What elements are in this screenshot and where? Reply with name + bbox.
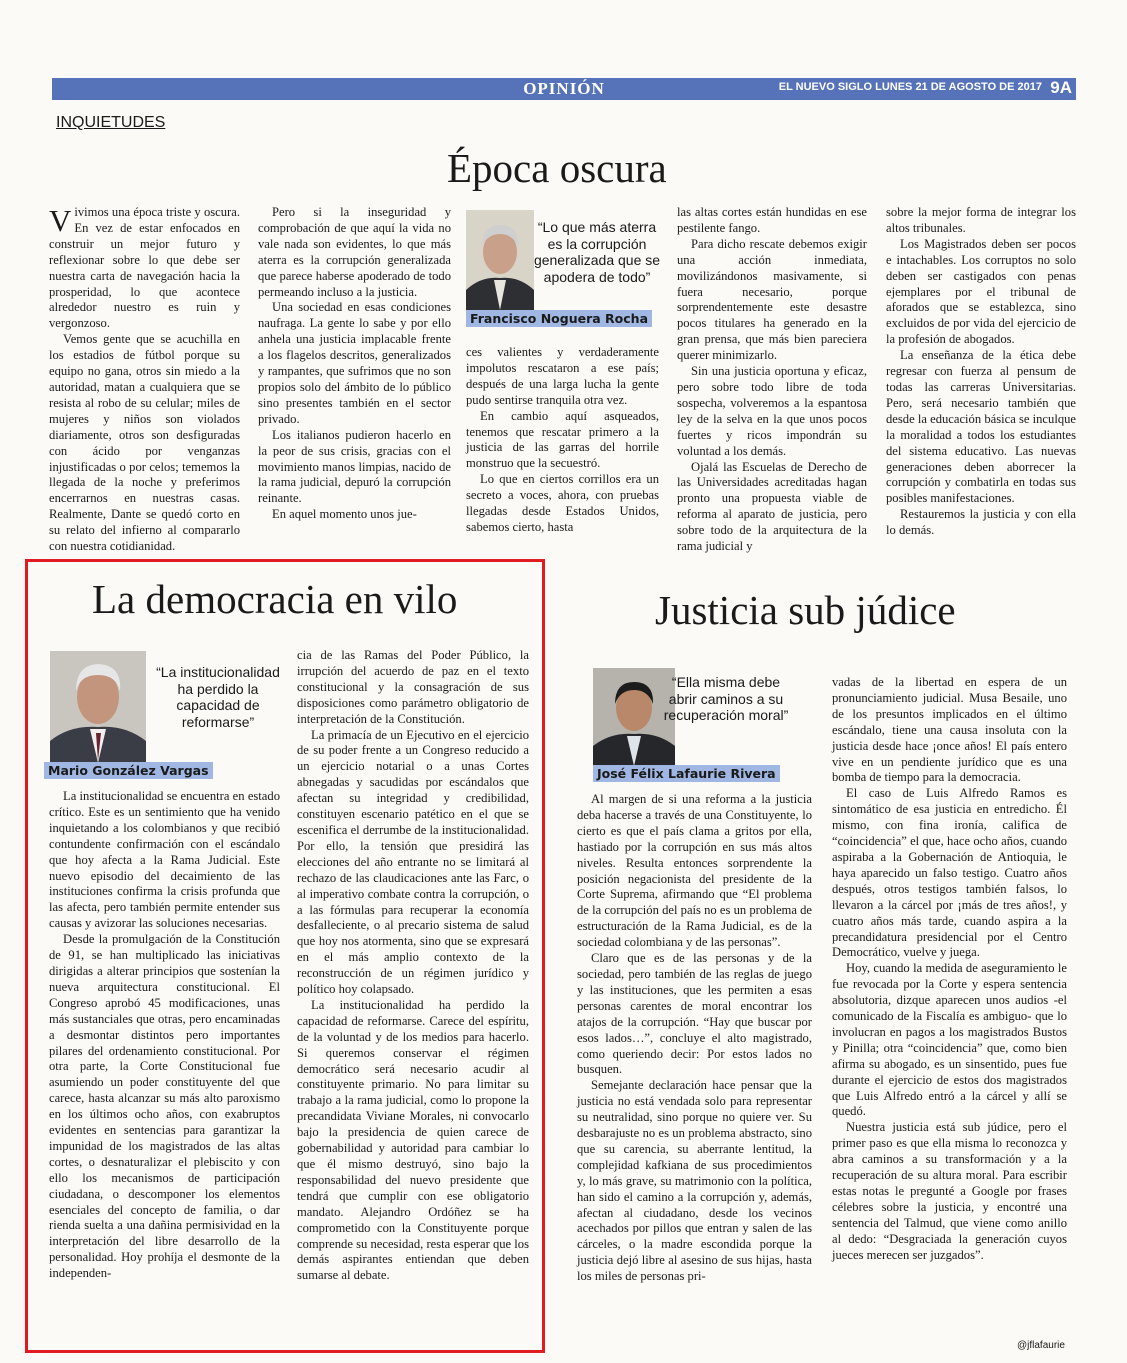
article-2-column-1 [49,789,280,1282]
author-photo-noguera [466,210,534,313]
author-photo-gonzalez [50,651,146,763]
article-3-paragraph: Hoy, cuando la medida de aseguramiento le fue revocada por la Corte y espera sentencia absolutoria, dizque aparecen unos audios -el comunicado de la Fiscalía es ambiguo- que lo involucran en pagos a los magistrados Bustos y Pinilla; otra “coincidencia” que, como bien afirma su abogado, es un sinsentido, pues fue durante el ejercicio de estos dos magistrados que Luis Alfredo entró a la cárcel y allí se quedó. [832,961,1067,1119]
section-name: OPINIÓN [523,79,605,98]
article-2-paragraph: La primacía de un Ejecutivo en el ejercicio de su poder frente a un Congreso reducido a un ejercicio notarial o a unas Cortes abnegadas y sacudidas por escándalos que afectan su integridad y credibilidad, constituyen escenario patético en el que se escenifica el derrumbe de la institucionalidad. Por ello, la tensión que presidirá las elecciones del año entrante no se limitará al rechazo de las claudicaciones ante las Farc, o al imperativo combate contra la corrupción, o a las fórmulas para recuperar la economía desfalleciente, o al precario sistema de salud que hoy nos atormenta, sino que se expresará en el más amplio contexto de la reconstrucción de un régimen jurídico y político hoy colapsado. [297,727,529,997]
article-1-column-5 [886,205,1076,539]
article-1-paragraph: Lo que en ciertos corrillos era un secreto a voces, ahora, con pruebas llegadas desde Estados Unidos, sabemos cierto, hasta [466,472,659,534]
article-1-paragraph: La enseñanza de la ética debe regresar con fuerza al pensum de todas las carreras Universitarias. Pero, será necesario también que desde la educación básica se inculque la moralidad a todos los estudiantes del sistema educativo. Las nuevas generaciones deben aborrecer la corrupción y combatirla en todas sus posibles manifestaciones. [886,348,1076,506]
drop-cap: V [49,203,72,238]
article-2-paragraph: Desde la promulgación de la Constitución de 91, se han multiplicado las iniciativas dirigidas a alterar principios que sostenían la nueva arquitectura constitucional. El Congreso aprobó 45 modificaciones, unas más sustanciales que otras, pero encaminadas a desmontar distintos pero importantes pilares del ordenamiento constitucional. Por otra parte, la Corte Constitucional fue asumiendo un poder constituyente del que carece, hasta alcanzar su más alto paroxismo en los últimos ocho años, con exabruptos evidentes en sentencias para garantizar la impunidad de los magistrados de las altas cortes, o desnaturalizar el plebiscito y con ello los mecanismos de participación ciudadana, o descomponer los elementos esenciales del concepto de familia, o dar rienda suelta a una dañina permisividad en la interpretación del libre desarrollo de la personalidad. Hoy prohíja el desmonte de la independen- [49,932,280,1281]
article-1-paragraph: Para dicho rescate debemos exigir una acción inmediata, movilizándonos masivamente, si fuera necesario, porque sorprendentemente este desastre pocos titulares ha generado en la gran prensa, que más bien pareciera querer minimizarlo. [677,236,867,363]
article-1-paragraph: En cambio aquí asqueados, tenemos que rescatar primero a la justicia de las garras del horrile monstruo que la secuestró. [466,408,659,471]
article-1-paragraph: Una sociedad en esas condiciones naufraga. La gente lo sabe y por ello anhela una justicia implacable frente a los flagelos descritos, generalizados y rampantes, que sufrimos que no son propios solo del ámbito de lo público sino presentes también en el sector privado. [258,300,451,426]
article-1-column-2 [258,205,451,523]
article-1-pull-quote: “Lo que más aterra es la corrupción generalizada que se apodera de todo” [533,219,661,285]
article-1-paragraph: Los italianos pudieron hacerlo en la peor de sus crisis, gracias con el movimiento manos limpias, nacido de la rama judicial, depuró la corrupción reinante. [258,427,451,506]
article-1-paragraph: Sin una justicia oportuna y eficaz, pero sobre todo libre de toda sospecha, volveremos a la espantosa ley de la selva en la que unos pocos fuertes y ricos impondrán su voluntad a los demás. [677,364,867,458]
paper-date: EL NUEVO SIGLO LUNES 21 DE AGOSTO DE 2017 [778,81,1042,93]
section-header-bar [52,78,1076,100]
portrait-image [466,210,534,313]
article-1-paragraph: ces valientes y verdaderamente impolutos rescataron a ese país; después de una larga lucha la gente pudo sentirse tranquila otra vez. [466,345,659,407]
article-1-column-3 [466,345,659,536]
article-3-paragraph: El caso de Luis Alfredo Ramos es sintomático de esa justicia en entredicho. Él mismo, con fina ironía, califica de “coincidencia” el que, hace ocho años, cuando aspiraba a la Gobernación de Antioquia, le haya aparecido un falso testigo. Cuatro años después, otros testigos también falsos, lo llevaron a la cárcel por ¡más de tres años!, y cuatro años más tarde, cuando aspira a la precandidatura presidencial por el Centro Democrático, vuelve y juega. [832,786,1067,960]
article-1-paragraph: las altas cortes están hundidas en ese pestilente fango. [677,205,867,235]
article-2-title: La democracia en vilo [92,576,458,622]
article-3-pull-quote: “Ella misma debe abrir caminos a su recuperación moral” [663,674,789,723]
article-2-paragraph: cia de las Ramas del Poder Público, la irrupción del acuerdo de paz en el texto constitucional y la consagración de sus disposiciones como parámetro obligatorio de interpretación de la Constitución. [297,648,529,726]
article-1-column-4 [677,205,867,555]
article-3-paragraph: vadas de la libertad en espera de un pronunciamiento judicial. Musa Besaile, uno de los presuntos implicados en el último escándalo, tiene una causa insoluta con la justicia desde hace ¡once años! El país entero vive en un pendiente jurídico que es una bomba de tiempo para la democracia. [832,675,1067,785]
article-3-paragraph: Claro que es de las personas y de la sociedad, pero también de las reglas de juego y las instituciones, que les permiten a esas personas carentes de moral encontrar los atajos de la corrupción. “Hay que buscar por esos lados…”, concluye el alto magistrado, como queriendo decir: Por estos lados no busquen. [577,951,812,1077]
article-2-paragraph: La institucionalidad ha perdido la capacidad de reformarse. Carece del espíritu, de la voluntad y de los medios para hacerlo. Si queremos conservar el régimen democrático será necesario acudir al constituyente primario. No para limitar su trabajo a la rama judicial, como lo propone la precandidata Viviane Morales, ni convocarlo bajo la presidencia de quien carece de gobernabilidad y autoridad para cambiar lo que él mismo destruyó, sino bajo la responsabilidad del nuevo presidente que tendrá que cumplir con ese obligatorio mandato. Alejandro Ordóñez se ha comprometido con la Constituyente porque comprende su necesidad, resta esperar que los demás aspirantes entiendan que deben sumarse al debate. [297,997,529,1283]
portrait-image [50,651,146,763]
article-2-paragraph: La institucionalidad se encuentra en estado crítico. Este es un sentimiento que ha venido inquietando a los colombianos y que recibió contundente confirmación con el escándalo que hoy afecta a la Rama Judicial. Este nuevo episodio del decaimiento de las instituciones confirma la crisis profunda que las afecta, pero también permite entender sus causas y avizorar las soluciones necesarias. [49,789,280,931]
article-3-paragraph: Al margen de si una reforma a la justicia deba hacerse a través de una Constituyente, lo cierto es que el país clama a gritos por ella, hastiado por la corrupción en sus más altos niveles. Resulta entonces sorprendente la posición negacionista del presidente de la Corte Suprema, afirmando que “El problema de la corrupción del país no es un problema de estructuración de la Rama Judicial, es de la sociedad colombiana y de las personas”. [577,792,812,950]
article-1-column-1 [49,205,240,555]
article-1-paragraph: Restauremos la justicia y con ella lo demás. [886,507,1076,538]
article-2-column-2 [297,648,529,1284]
article-1-paragraph: Vivimos una época triste y oscura. En vez de estar enfocados en construir un mejor futuro y reflexionar sobre lo que debe ser nuestra carta de navegación hacia la prosperidad, lo que acontece alrededor nuestro es ruin y vergonzoso. [49,203,240,331]
article-1-paragraph: En aquel momento unos jue- [272,507,417,522]
article-2-pull-quote: “La institucionalidad ha perdido la capacidad de reformarse” [156,664,280,730]
column-kicker: INQUIETUDES [56,114,166,131]
author-twitter-handle: @jflafaurie [1017,1340,1065,1351]
page-number: 9A [1050,78,1072,97]
article-3-title: Justicia sub júdice [655,587,956,633]
article-1-paragraph: Ojalá las Escuelas de Derecho de las Universidades acreditadas hagan pronto una propuesta viable de reforma al aparato de justicia, pero sobre todo de la arquitectura de la rama judicial y [677,459,867,554]
article-3-byline: José Félix Lafaurie Rivera [593,765,780,782]
article-1-byline: Francisco Noguera Rocha [466,310,652,327]
article-1-title: Época oscura [447,145,667,191]
article-2-byline: Mario González Vargas [44,762,213,779]
article-3-column-1 [577,792,812,1285]
article-1-paragraph: Vemos gente que se acuchilla en los estadios de fútbol porque su equipo no gana, otros sin miedo a la autoridad, matan a cualquiera que se resista al robo de su celular; miles de mujeres y niños son violados diariamente, otros son desfiguradas con ácido por venganzas injustificadas o por celos; tememos la llegada de la noche y preferimos encerrarnos en nuestras casas. Realmente, Dante se quedó corto en su relato del infierno al compararlo con nuestra cotidianidad. [49,332,240,554]
article-1-paragraph: Pero si la inseguridad y comprobación de que aquí la vida no vale nada son evidentes, lo que más aterra es la corrupción generalizada que parece haberse apoderado de todo permeando incluso a la justicia. [258,205,451,299]
article-3-paragraph: Semejante declaración hace pensar que la justicia no está vendada solo para representar su neutralidad, sino porque no quiere ver. Su desbarajuste no es un problema abstracto, sino que su carencia, su aberrante lentitud, la complejidad kafkiana de sus procedimientos y, lo más grave, su matrimonio con la política, han sido el camino a la corrupción y, además, afectan al ciudadano, desde los vecinos acechados por pillos que entran y salen de las cárceles, o la madre escondida porque la justicia dejó libre al asesino de sus hijas, hasta los miles de personas pri- [577,1078,812,1284]
article-3-column-2 [832,675,1067,1264]
article-1-paragraph: Los Magistrados deben ser pocos e intachables. Los corruptos no solo deben ser castigados con penas ejemplares por el tribunal de aforados que se establezca, sino excluidos de por vida del ejercicio de la profesión de abogados. [886,236,1076,347]
article-3-paragraph: Nuestra justicia está sub júdice, pero el primer paso es que ella misma lo reconozca y abra caminos a su transformación y a la recuperación de su altura moral. Para escribir estas notas le pregunté a Google por frases célebres sobre la justicia, y encontré una sentencia del Talmud, que viene como anillo al dedo: “Desgraciada la generación cuyos jueces merecen ser juzgados”. [832,1120,1067,1262]
article-1-paragraph: sobre la mejor forma de integrar los altos tribunales. [886,205,1076,235]
